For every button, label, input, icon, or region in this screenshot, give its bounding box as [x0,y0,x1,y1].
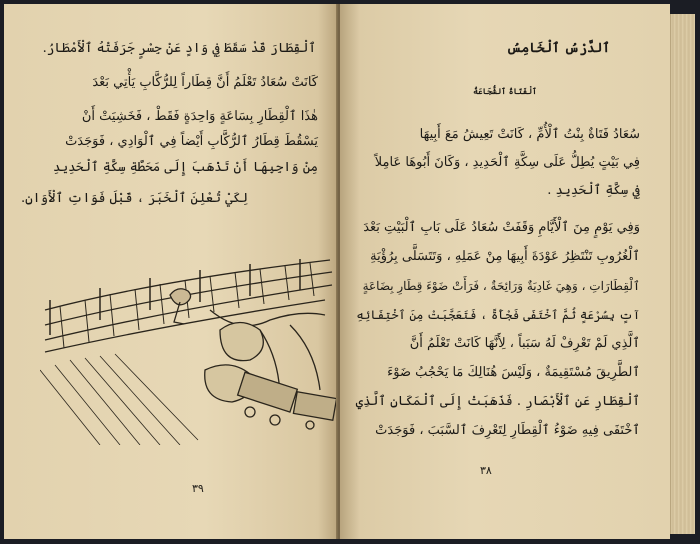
right-page-line-9: ٱلطَّرِيقَ مُسْتَقِيمَةٌ ، وَلَيْسَ هُنَالِكَ مَا يَحْجُبُ ضَوْءَ [387,365,640,380]
left-page-line-1: ٱلْقِطَارَ قَدْ سَقَطَ فِي وَادٍ عَنْ جِسْرٍ جَرَفَتْهُ ٱلْأَمْطَارُ. [42,41,316,56]
right-page-line-10: ٱلْقِطَارِ عَنِ ٱلْأَبْصَارِ . فَذَهَبَتْ إِلَى ٱلْمَكَانِ ٱلَّذِي [355,394,640,409]
right-page-line-6: ٱلْقِطَارَاتِ ، وَهِيَ غَادِيَةٌ وَرَائِحَةٌ ، فَرَأَتْ ضَوْءَ قِطَارِ بِضَاعَةٍ [362,279,640,293]
lesson-heading: ٱلدَّرْسُ ٱلْخَامِسُ [506,41,610,56]
right-page-number: ٣٨ [480,464,492,477]
right-page [340,4,670,539]
open-book [4,4,694,539]
left-page-line-3: هٰذَا ٱلْقِطَارِ بِسَاعَةٍ وَاحِدَةٍ فَقَطْ ، فَخَشِيَتْ أَنْ [81,109,318,124]
train-accident-illustration [40,240,338,445]
left-page-line-2: كَانَتْ سُعَادُ تَعْلَمُ أَنَّ قِطَاراً لِلرُّكَّابِ يَأْتِي بَعْدَ [92,75,318,90]
left-page-line-4: يَسْقُطَ قِطَارُ ٱلرُّكَّابِ أَيْضاً فِي ٱلْوَادِي ، فَوَجَدَتْ [65,134,318,149]
left-page-number: ٣٩ [192,482,204,495]
right-page-line-11: ٱخْتَفَى فِيهِ ضَوْءُ ٱلْقِطَارِ لِتَعْرِفَ ٱلسَّبَبَ ، فَوَجَدَتْ [375,423,640,438]
page-edges [670,14,695,534]
lesson-title: ٱلْفَتَاةُ ٱلشُّجَاعَةُ [473,86,537,96]
right-page-line-8: ٱلَّذِي لَمْ تَعْرِفْ لَهُ سَبَباً ، لِأَنَّهَا كَانَتْ تَعْلَمُ أَنَّ [409,336,640,351]
right-page-line-7: آتٍ بِسُرْعَةٍ ثُمَّ ٱخْتَفَى فَجْأَةً ، فَتَعَجَّبَتْ مِنَ ٱخْتِفَائِهِ [356,308,640,322]
right-page-line-2: فِي بَيْتٍ يُطِلُّ عَلَى سِكَّةِ ٱلْحَدِيدِ ، وَكَانَ أَبُوهَا عَامِلاً [374,155,640,170]
right-page-line-1: سُعَادُ فَتَاةٌ بِنْتُ ٱلْأُمِّ ، كَانَتْ تَعِيشُ مَعَ أَبِيهَا [419,127,640,142]
left-page-line-6: لِكَيْ تُعْلِنَ ٱلْخَبَرَ ، قَبْلَ فَوَاتِ ٱلْأَوَانِ. [21,191,248,206]
left-page [4,4,338,539]
right-page-line-4: وَفِي يَوْمٍ مِنَ ٱلْأَيَّامِ وَقَفَتْ سُعَادُ عَلَى بَابِ ٱلْبَيْتِ بَعْدَ [363,220,640,235]
right-page-line-3: فِي سِكَّةِ ٱلْحَدِيدِ . [547,183,640,198]
right-page-line-5: ٱلْغُرُوبِ تَنْتَظِرُ عَوْدَةَ أَبِيهَا مِنْ عَمَلِهِ ، وَتَتَسَلَّى بِرُؤْيَةِ [370,249,640,264]
left-page-line-5: مِنْ وَاجِبِهَا أَنْ تَذْهَبَ إِلَى مَحَطَّةِ سِكَّةِ ٱلْحَدِيدِ [52,160,318,175]
